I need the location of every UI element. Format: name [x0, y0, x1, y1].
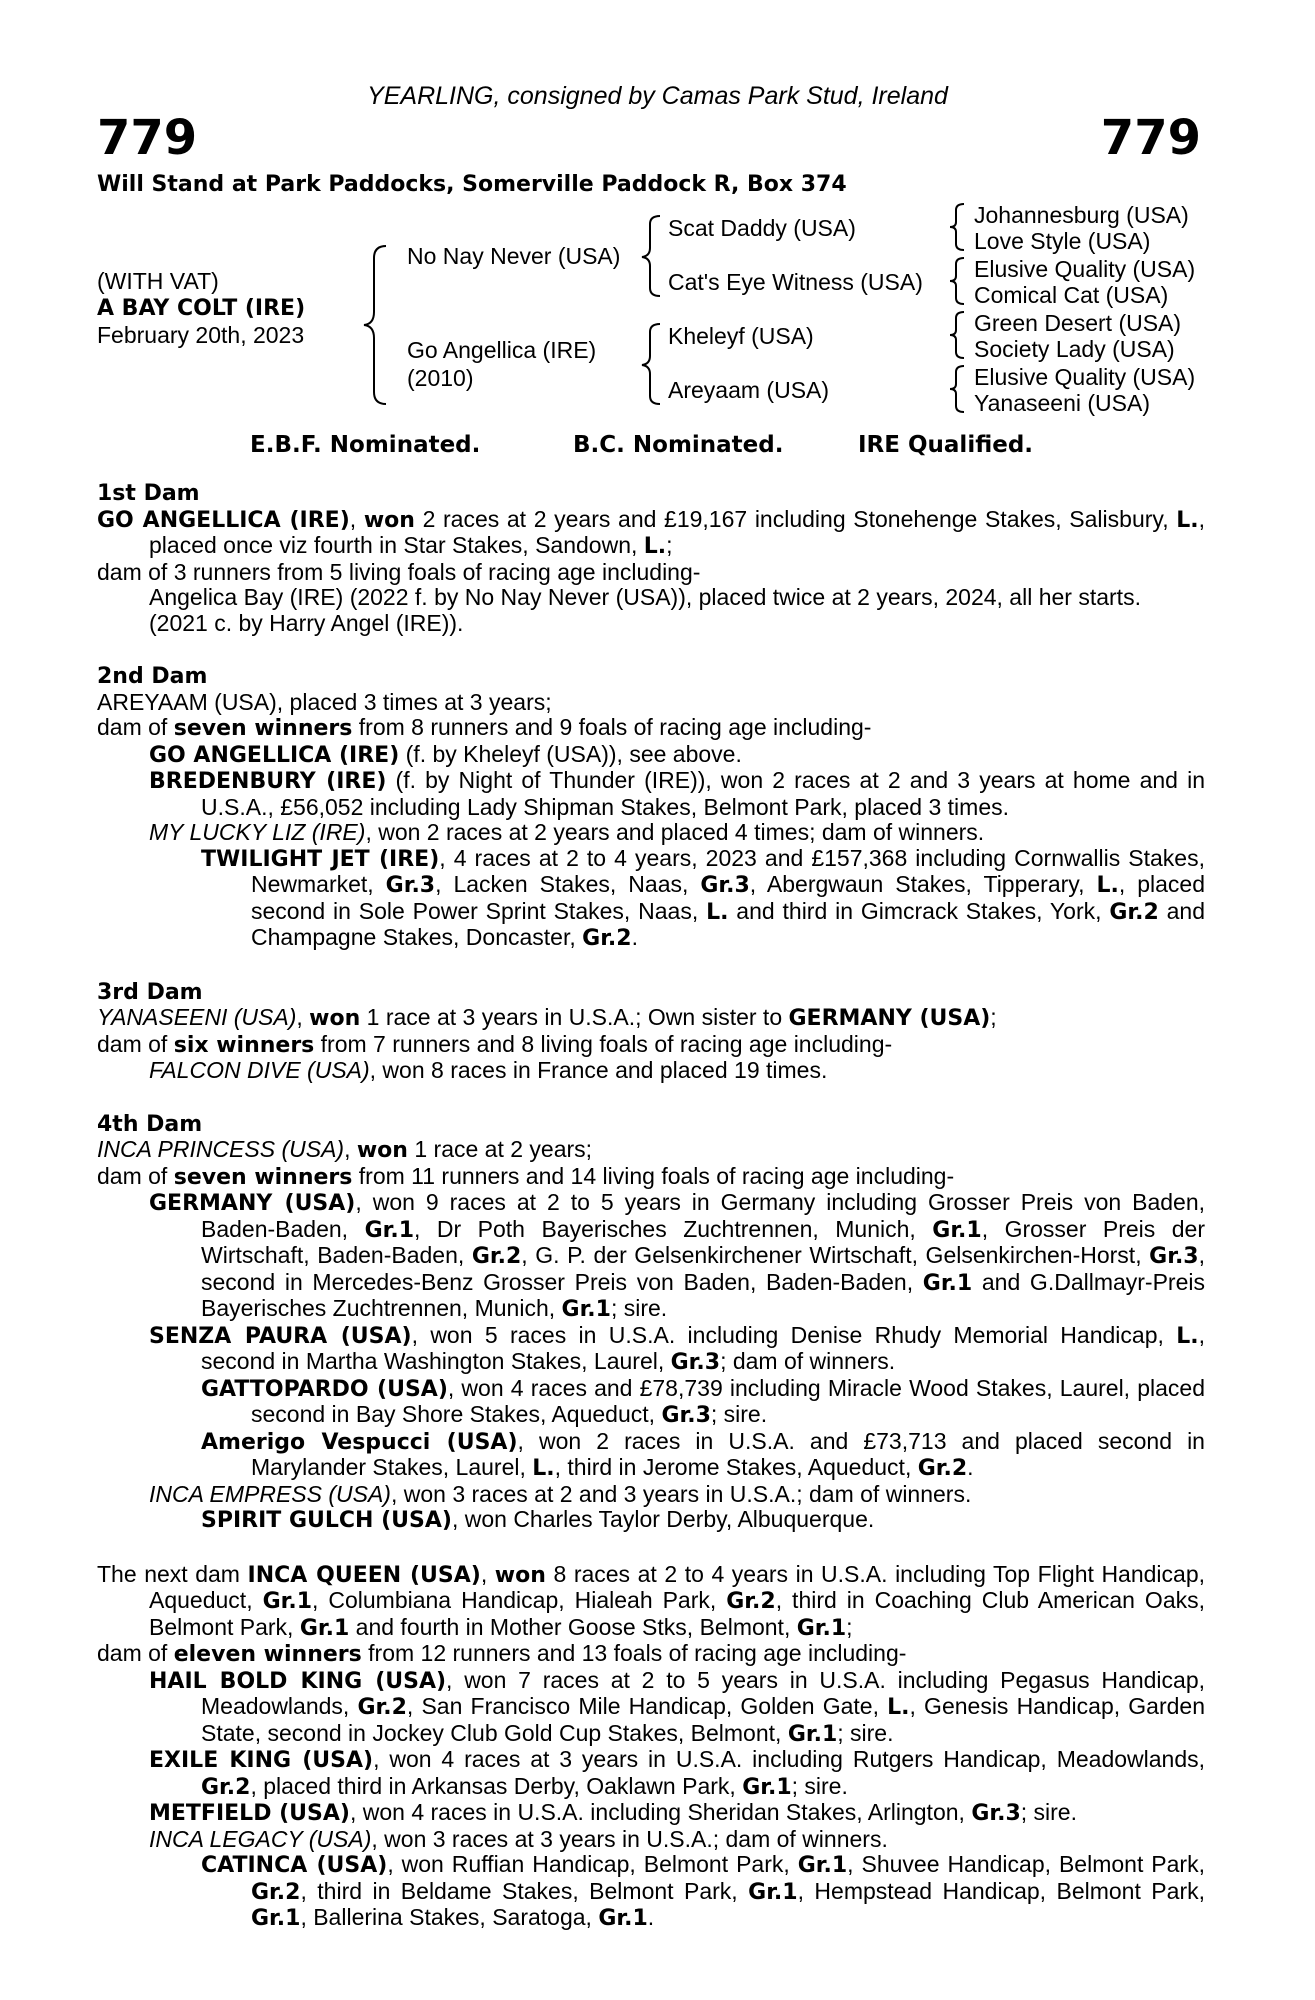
pedigree-brace-dam [640, 322, 664, 406]
dam-sire: Kheleyf (USA) [668, 323, 814, 349]
sire-name: No Nay Never (USA) [407, 243, 621, 269]
progeny-entry: HAIL BOLD KING (USA), won 7 races at 2 to 5 years in U.S.A. including Pegasus Handicap, Meadowlands, Gr.2, San Francisco Mile Handicap, Golden Gate, L., Genesis Handicap, Garden State, second in Jockey Club Gold Cup Stakes, Belmont, Gr.1; sire. [149, 1666, 1206, 1747]
catalogue-body [97, 481, 1205, 1932]
progeny-entry: GERMANY (USA), won 9 races at 2 to 5 years in Germany including Grosser Preis von Baden, Baden-Baden, Gr.1, Dr Poth Bayerisches Zuchtrennen, Munich, Gr.1, Grosser Preis der Wirtschaft, Baden-Baden, Gr.2, G. P. der Gelsenkirchener Wirtschaft, Gelsenkirchen-Horst, Gr.3, second in Mercedes-Benz Grosser Preis von Baden, Baden-Baden, Gr.1 and G.Dallmayr-Preis Bayerisches Zuchtrennen, Munich, Gr.1; sire. [149, 1189, 1206, 1322]
third-dam-produce: dam of six winners from 7 runners and 8 living foals of racing age including- [97, 1030, 893, 1058]
progeny-entry: FALCON DIVE (USA), won 8 races in France and placed 19 times. [149, 1057, 828, 1083]
dam-name: Go Angellica (IRE) [407, 337, 597, 363]
progeny-entry: INCA LEGACY (USA), won 3 races at 3 years in U.S.A.; dam of winners. [149, 1825, 888, 1852]
pedigree-brace-g56 [948, 310, 968, 360]
grandsire-3: Elusive Quality (USA) [974, 256, 1196, 282]
third-dam-heading: 3rd Dam [97, 979, 203, 1005]
pedigree-brace-g12 [948, 202, 968, 252]
progeny-entry: (2021 c. by Harry Angel (IRE)). [149, 609, 464, 636]
sire-dam: Cat's Eye Witness (USA) [668, 269, 923, 295]
progeny-entry: BREDENBURY (IRE) (f. by Night of Thunder (IRE)), won 2 races at 2 and 3 years at home and in U.S.A., £56,052 including Lady Shipman Stakes, Belmont Park, placed 3 times. [149, 767, 1206, 820]
progeny-entry: INCA EMPRESS (USA), won 3 races at 2 and 3 years in U.S.A.; dam of winners. [149, 1480, 972, 1507]
first-dam-line: GO ANGELLICA (IRE), won 2 races at 2 years and £19,167 including Stonehenge Stakes, Salisbury, L., placed once viz fourth in Star Stakes, Sandown, L.; [97, 505, 1206, 559]
progeny-entry: SENZA PAURA (USA), won 5 races in U.S.A. including Denise Rhudy Memorial Handicap, L., second in Martha Washington Stakes, Laurel, Gr.3; dam of winners. [149, 1321, 1205, 1375]
grand-progeny-entry: Amerigo Vespucci (USA), won 2 races in U.S.A. and £73,713 and placed second in Marylander Stakes, Laurel, L., third in Jerome Stakes, Aqueduct, Gr.2. [201, 1427, 1205, 1481]
grandsire-7: Elusive Quality (USA) [974, 364, 1196, 390]
first-dam-heading: 1st Dam [97, 481, 200, 506]
lot-title: A BAY COLT (IRE) [97, 296, 306, 321]
ire-flag: IRE Qualified. [858, 432, 1034, 458]
progeny-entry: GO ANGELLICA (IRE) (f. by Kheleyf (USA)), see above. [149, 740, 742, 768]
granddam-8: Yanaseeni (USA) [974, 390, 1150, 416]
vat-label: (WITH VAT) [97, 268, 219, 294]
pedigree-brace-sire [640, 214, 664, 298]
progeny-entry: EXILE KING (USA), won 4 races at 3 years in U.S.A. including Rutgers Handicap, Meadowlands, Gr.2, placed third in Arkansas Derby, Oaklawn Park, Gr.1; sire. [149, 1746, 1206, 1800]
progeny-entry: Angelica Bay (IRE) (2022 f. by No Nay Never (USA)), placed twice at 2 years, 2024, all her starts. [149, 584, 1141, 610]
progeny-entry: MY LUCKY LIZ (IRE), won 2 races at 2 years and placed 4 times; dam of winners. [149, 819, 985, 845]
second-dam-heading: 2nd Dam [97, 664, 208, 689]
fourth-dam-heading: 4th Dam [97, 1111, 203, 1137]
granddam-4: Comical Cat (USA) [974, 282, 1169, 308]
lot-number-left: 779 [97, 110, 198, 166]
second-dam-produce: dam of seven winners from 8 runners and 9 foals of racing age including- [97, 714, 872, 741]
foaling-date: February 20th, 2023 [97, 322, 305, 348]
grand-progeny-entry: GATTOPARDO (USA), won 4 races and £78,739 including Miracle Wood Stakes, Laurel, placed second in Bay Shore Stakes, Aqueduct, Gr.3; sire. [201, 1374, 1205, 1428]
ebf-flag: E.B.F. Nominated. [250, 432, 481, 458]
next-dam-produce: dam of eleven winners from 12 runners and 13 foals of racing age including- [97, 1640, 907, 1667]
fourth-dam-produce: dam of seven winners from 11 runners and 14 living foals of racing age including- [97, 1162, 955, 1190]
grandsire-5: Green Desert (USA) [974, 310, 1182, 336]
grand-progeny-entry: SPIRIT GULCH (USA), won Charles Taylor Derby, Albuquerque. [201, 1506, 875, 1533]
sire-sire: Scat Daddy (USA) [668, 215, 856, 241]
first-dam-produce: dam of 3 runners from 5 living foals of racing age including- [97, 558, 701, 585]
next-dam-line: The next dam INCA QUEEN (USA), won 8 races at 2 to 4 years in U.S.A. including Top Flight Handicap, Aqueduct, Gr.1, Columbiana Handicap, Hialeah Park, Gr.2, third in Coaching Club American Oaks, Belmont Park, Gr.1 and fourth in Mother Goose Stks, Belmont, Gr.1; [97, 1560, 1206, 1641]
bc-flag: B.C. Nominated. [573, 432, 784, 458]
progeny-entry: METFIELD (USA), won 4 races in U.S.A. including Sheridan Stakes, Arlington, Gr.3; sire. [149, 1799, 1077, 1826]
granddam-6: Society Lady (USA) [974, 336, 1175, 362]
fourth-dam-line: INCA PRINCESS (USA), won 1 race at 2 years; [97, 1136, 593, 1163]
lot-number-right: 779 [1100, 110, 1201, 166]
dam-year: (2010) [407, 365, 474, 391]
grand-progeny-entry: CATINCA (USA), won Ruffian Handicap, Belmont Park, Gr.1, Shuvee Handicap, Belmont Park, Gr.2, third in Beldame Stakes, Belmont Park, Gr.1, Hempstead Handicap, Belmont Park, Gr.1, Ballerina Stakes, Saratoga, Gr.1. [201, 1851, 1205, 1931]
granddam-2: Love Style (USA) [974, 228, 1151, 254]
dam-dam: Areyaam (USA) [668, 377, 830, 403]
stabling-line: Will Stand at Park Paddocks, Somerville Paddock R, Box 374 [97, 172, 847, 197]
pedigree-brace-main [362, 244, 390, 406]
grandsire-1: Johannesburg (USA) [974, 202, 1189, 228]
third-dam-line: YANASEENI (USA), won 1 race at 3 years in U.S.A.; Own sister to GERMANY (USA); [97, 1004, 997, 1031]
grand-progeny-entry: TWILIGHT JET (IRE), 4 races at 2 to 4 years, 2023 and £157,368 including Cornwallis Stakes, Newmarket, Gr.3, Lacken Stakes, Naas, Gr.3, Abergwaun Stakes, Tipperary, L., placed second in Sole Power Sprint Stakes, Naas, L. and third in Gimcrack Stakes, York, Gr.2 and Champagne Stakes, Doncaster, Gr.2. [201, 844, 1205, 951]
consignor-line: YEARLING, consigned by Camas Park Stud, Ireland [367, 82, 948, 110]
pedigree-brace-g78 [948, 364, 968, 414]
pedigree-brace-g34 [948, 256, 968, 306]
second-dam-line: AREYAAM (USA), placed 3 times at 3 years; [97, 688, 552, 715]
